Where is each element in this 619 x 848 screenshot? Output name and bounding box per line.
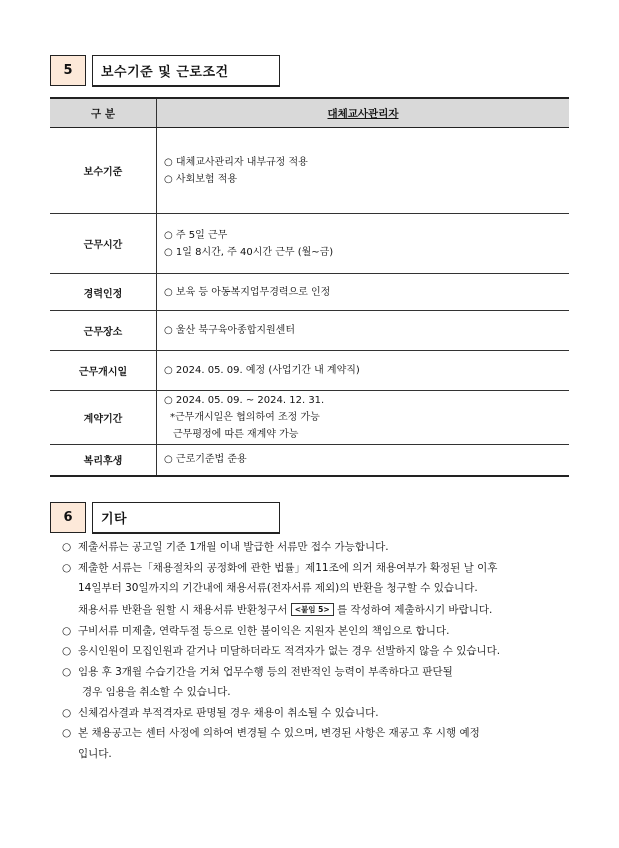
row-value <box>157 128 570 214</box>
row-note: 근무평정에 따른 재계약 가능 <box>173 429 299 440</box>
table-row <box>50 274 569 311</box>
item-continuation: 입니다. <box>78 747 112 760</box>
list-item <box>62 621 562 642</box>
row-line: ○ 2024. 05. 09. ~ 2024. 12. 31. <box>164 395 325 406</box>
row-value <box>157 391 570 445</box>
item-continuation: 경우 임용을 취소할 수 있습니다. <box>82 686 231 698</box>
row-line: ○ 울산 북구육아종합지원센터 <box>164 325 296 336</box>
item-text: 구비서류 미제출, 연락두절 등으로 인한 불이익은 지원자 본인의 책임으로 합니다. <box>78 624 450 637</box>
section-5-title: 보수기준 및 근로조건 <box>92 55 280 87</box>
item-text: 신체검사결과 부적격자로 판명될 경우 채용이 취소될 수 있습니다. <box>78 706 379 719</box>
table-header-row <box>50 98 569 128</box>
attachment-tag: <붙임 5> <box>291 603 334 616</box>
list-item <box>62 641 562 662</box>
row-value <box>157 274 570 311</box>
item-text: 본 채용공고는 센터 사정에 의하여 변경될 수 있으며, 변경된 사항은 재공고 후 시행 예정 <box>78 727 480 739</box>
bullet-marker: ○ <box>62 645 72 657</box>
row-line: ○ 근로기준법 준용 <box>164 454 247 466</box>
bullet-marker: ○ <box>62 665 72 678</box>
list-item <box>62 723 562 744</box>
item-text: 제출서류는 공고일 기준 1개월 이내 발급한 서류만 접수 가능합니다. <box>78 541 389 553</box>
table-row <box>50 128 569 214</box>
row-label: 근무장소 <box>50 311 157 351</box>
continuation-text: 를 작성하여 제출하시기 바랍니다. <box>333 603 493 616</box>
row-label: 보수기준 <box>50 128 157 214</box>
table-row <box>50 445 569 476</box>
row-label: 근무개시일 <box>50 351 157 391</box>
header-category: 구 분 <box>50 98 157 128</box>
row-value <box>157 311 570 351</box>
item-continuation <box>62 599 562 621</box>
list-item <box>62 703 562 724</box>
row-line: ○ 주 5일 근무 <box>164 229 228 241</box>
bullet-marker: ○ <box>62 624 72 637</box>
bullet-marker: ○ <box>62 727 72 739</box>
row-line: ○ 2024. 05. 09. 예정 (사업기간 내 계약직) <box>164 365 360 376</box>
row-line: ○ 1일 8시간, 주 40시간 근무 (월~금) <box>164 246 334 258</box>
table-row <box>50 214 569 274</box>
section-6-number: 6 <box>50 502 86 533</box>
row-value <box>157 351 570 391</box>
section-5-number: 5 <box>50 55 86 86</box>
item-text: 임용 후 3개월 수습기간을 거쳐 업무수행 등의 전반적인 능력이 부족하다고 판단될 <box>78 665 453 678</box>
row-label: 복리후생 <box>50 445 157 476</box>
conditions-table <box>50 97 569 477</box>
row-line: ○ 보육 등 아동복지업무경력으로 인정 <box>164 286 331 298</box>
section-5-header <box>50 55 280 86</box>
continuation-text: 채용서류 반환을 원할 시 채용서류 반환청구서 <box>78 603 291 616</box>
item-text: 응시인원이 모집인원과 같거나 미달하더라도 적격자가 없는 경우 선발하지 않을 수 있습니다. <box>78 645 501 657</box>
bullet-marker: ○ <box>62 561 72 574</box>
row-line: ○ 사회보험 적용 <box>164 173 238 185</box>
list-item <box>62 558 562 579</box>
bullet-marker: ○ <box>62 706 72 719</box>
row-line: ○ 대체교사관리자 내부규정 적용 <box>164 156 308 168</box>
list-item <box>62 537 562 558</box>
item-continuation: 14일부터 30일까지의 기간내에 채용서류(전자서류 제외)의 반환을 청구할 수 있습니다. <box>78 582 478 594</box>
table-row <box>50 391 569 445</box>
row-note: *근무개시일은 협의하여 조정 가능 <box>170 412 320 423</box>
row-value <box>157 214 570 274</box>
table-row <box>50 311 569 351</box>
list-item <box>62 662 562 683</box>
notes-list <box>62 537 562 764</box>
bullet-marker: ○ <box>62 541 72 553</box>
item-text: 제출한 서류는「채용절차의 공정화에 관한 법률」제11조에 의거 채용여부가 확정된 날 이후 <box>78 561 498 574</box>
section-6-header <box>50 502 280 533</box>
row-label: 계약기간 <box>50 391 157 445</box>
row-label: 근무시간 <box>50 214 157 274</box>
row-label: 경력인정 <box>50 274 157 311</box>
row-value <box>157 445 570 476</box>
header-position: 대체교사관리자 <box>157 98 570 128</box>
table-row <box>50 351 569 391</box>
section-6-title: 기타 <box>92 502 280 534</box>
